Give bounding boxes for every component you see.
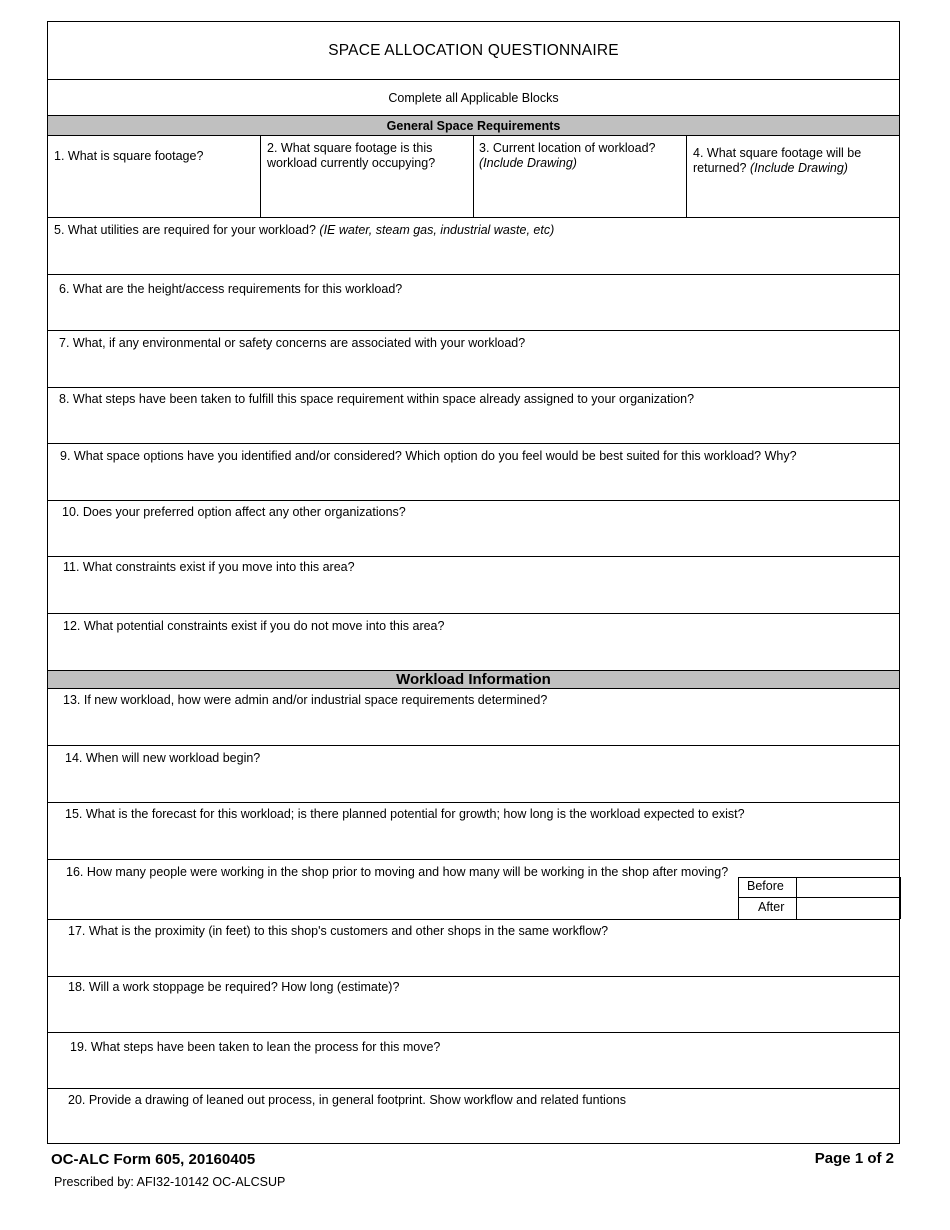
field-returned-footage[interactable] xyxy=(687,136,900,217)
field-q15[interactable] xyxy=(48,803,899,860)
prescribed-by: Prescribed by: AFI32-10142 OC-ALCSUP xyxy=(54,1175,286,1189)
field-q18[interactable] xyxy=(48,977,899,1033)
section-workload-header: Workload Information xyxy=(48,671,899,689)
q15-label: 15. What is the forecast for this workload; is there planned potential for growth; how long is the workload expected to exist? xyxy=(65,807,745,821)
before-label-cell: Before xyxy=(738,877,797,898)
section-general-header: General Space Requirements xyxy=(48,116,899,136)
field-q9[interactable] xyxy=(48,444,899,501)
before-count-input[interactable] xyxy=(796,877,901,898)
q1-label: 1. What is square footage? xyxy=(54,149,204,163)
field-q6[interactable] xyxy=(48,275,899,331)
form-id: OC-ALC Form 605, 20160405 xyxy=(51,1151,256,1168)
q18-label: 18. Will a work stoppage be required? How long (estimate)? xyxy=(68,980,400,994)
q5-label: 5. What utilities are required for your workload? xyxy=(54,223,316,237)
page-number: Page 1 of 2 xyxy=(814,1150,894,1167)
q9-label: 9. What space options have you identified and/or considered? Which option do you feel would be best suited for this workload? Why? xyxy=(60,449,797,463)
q4-note: (Include Drawing) xyxy=(750,161,848,175)
questionnaire-form xyxy=(47,21,900,1144)
q2-label: 2. What square footage is this workload currently occupying? xyxy=(267,141,436,170)
field-q16 xyxy=(48,860,899,920)
q20-label: 20. Provide a drawing of leaned out process, in general footprint. Show workflow and related funtions xyxy=(68,1093,626,1107)
field-q17[interactable] xyxy=(48,920,899,977)
q7-label: 7. What, if any environmental or safety concerns are associated with your workload? xyxy=(59,336,526,350)
q6-label: 6. What are the height/access requirements for this workload? xyxy=(59,282,403,296)
q5-text xyxy=(54,223,554,237)
general-grid-row xyxy=(48,136,899,218)
q11-label: 11. What constraints exist if you move into this area? xyxy=(63,560,355,574)
field-q12[interactable] xyxy=(48,614,899,671)
field-q5[interactable] xyxy=(48,218,899,275)
form-title: SPACE ALLOCATION QUESTIONNAIRE xyxy=(48,22,899,80)
field-q13[interactable] xyxy=(48,689,899,746)
q3-note: (Include Drawing) xyxy=(479,156,577,170)
q3-label: 3. Current location of workload? xyxy=(479,141,656,155)
q10-label: 10. Does your preferred option affect any other organizations? xyxy=(62,505,406,519)
field-square-footage[interactable] xyxy=(48,136,261,217)
field-q10[interactable] xyxy=(48,501,899,557)
q12-label: 12. What potential constraints exist if you do not move into this area? xyxy=(63,619,445,633)
field-q8[interactable] xyxy=(48,388,899,444)
q4-label: 4. What square footage will be returned? xyxy=(693,146,862,175)
field-q19[interactable] xyxy=(48,1033,899,1089)
after-count-input[interactable] xyxy=(796,897,901,919)
q19-label: 19. What steps have been taken to lean the process for this move? xyxy=(70,1040,441,1054)
form-subtitle: Complete all Applicable Blocks xyxy=(48,80,899,116)
after-label-cell: After xyxy=(738,897,797,919)
field-q20[interactable] xyxy=(48,1089,899,1145)
q17-label: 17. What is the proximity (in feet) to this shop's customers and other shops in the same workflow? xyxy=(68,924,609,938)
q14-label: 14. When will new workload begin? xyxy=(65,751,261,765)
q16-label: 16. How many people were working in the shop prior to moving and how many will be working in the shop after moving? xyxy=(66,865,729,879)
q8-label: 8. What steps have been taken to fulfill this space requirement within space already assigned to your organization? xyxy=(59,392,695,406)
q5-note: (IE water, steam gas, industrial waste, etc) xyxy=(319,223,555,237)
field-q7[interactable] xyxy=(48,331,899,388)
field-q11[interactable] xyxy=(48,557,899,614)
q13-label: 13. If new workload, how were admin and/or industrial space requirements determined? xyxy=(63,693,548,707)
field-current-location[interactable] xyxy=(474,136,687,217)
field-current-footage[interactable] xyxy=(261,136,474,217)
field-q14[interactable] xyxy=(48,746,899,803)
